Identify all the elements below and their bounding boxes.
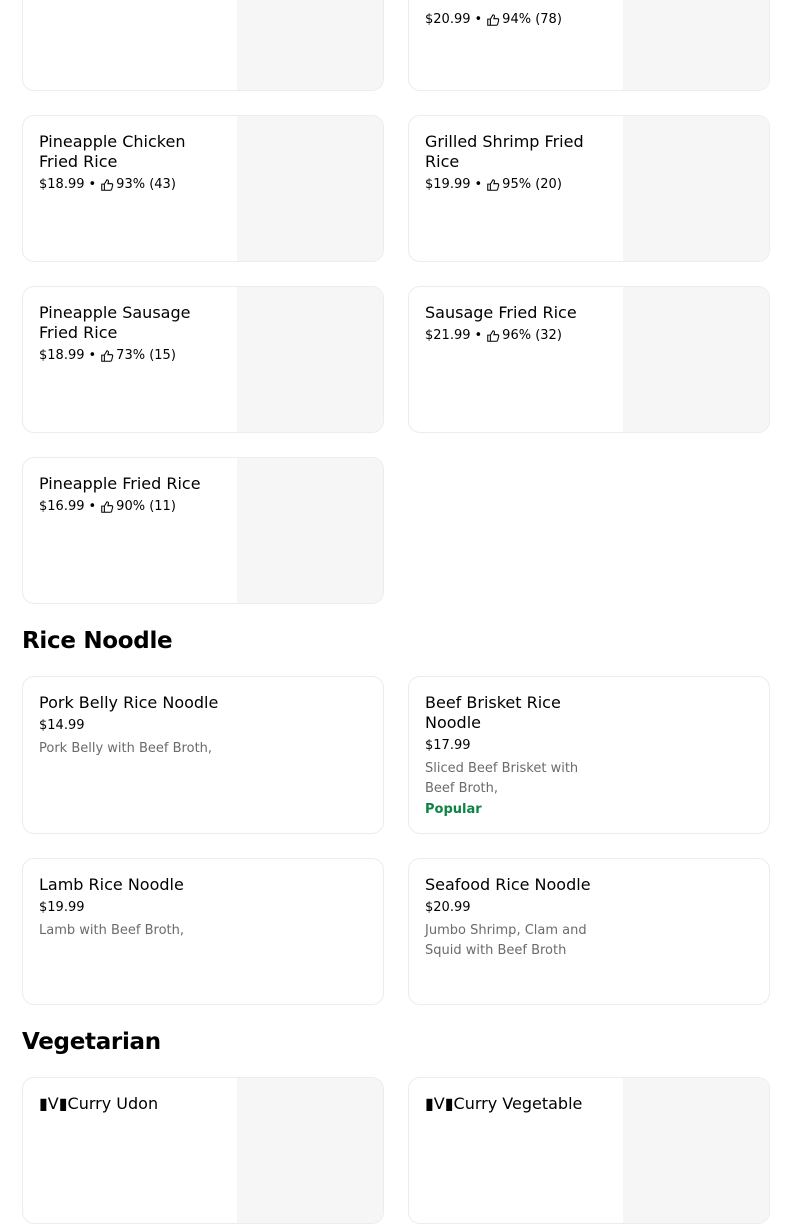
menu-item-price: $16.99 — [39, 499, 85, 514]
menu-item-card[interactable] — [408, 858, 770, 1005]
thumbs-up-icon — [486, 329, 500, 343]
menu-item-price: $17.99 — [425, 738, 471, 753]
menu-item-price: $21.99 — [425, 328, 471, 343]
menu-item-name: Grilled Shrimp Fried Rice — [425, 132, 584, 171]
section-title-vegetarian: Vegetarian — [22, 1029, 161, 1055]
menu-item-image — [623, 116, 769, 261]
thumbs-up-icon — [100, 349, 114, 363]
menu-item-price: $14.99 — [39, 718, 85, 733]
menu-item-image — [237, 458, 383, 603]
menu-item-card[interactable] — [408, 0, 770, 91]
menu-item-description: Lamb with Beef Broth, — [39, 923, 184, 938]
menu-item-image — [237, 287, 383, 432]
menu-item-card[interactable] — [22, 115, 384, 262]
menu-item-meta: $20.99 • 94% (78) — [425, 12, 562, 27]
menu-item-rating: 94% (78) — [502, 12, 562, 27]
menu-item-price: $20.99 — [425, 900, 471, 915]
thumbs-up-icon — [486, 13, 500, 27]
menu-item-name: Pork Belly Rice Noodle — [39, 693, 219, 712]
menu-item-image — [237, 0, 383, 90]
menu-item-card[interactable] — [408, 1077, 770, 1224]
menu-item-name: Pineapple Chicken Fried Rice — [39, 132, 186, 171]
menu-item-meta: $18.99 • 93% (43) — [39, 177, 176, 192]
thumbs-up-icon — [100, 500, 114, 514]
menu-item-card[interactable] — [22, 1077, 384, 1224]
menu-item-image — [237, 116, 383, 261]
menu-item-name: Lamb Rice Noodle — [39, 875, 184, 894]
menu-item-description: Sliced Beef Brisket with Beef Broth, — [425, 761, 579, 796]
menu-item-name: ▮V▮Curry Vegetable — [425, 1094, 583, 1113]
menu-item-name: Beef Brisket Rice Noodle — [425, 693, 561, 732]
menu-item-meta: $18.99 • 73% (15) — [39, 348, 176, 363]
menu-item-meta: $16.99 • 90% (11) — [39, 499, 176, 514]
menu-item-card[interactable] — [408, 286, 770, 433]
menu-item-name: Sausage Fried Rice — [425, 303, 577, 322]
menu-item-rating: 93% (43) — [116, 177, 176, 192]
menu-item-image — [623, 1078, 769, 1223]
thumbs-up-icon — [100, 178, 114, 192]
menu-item-name: Pineapple Fried Rice — [39, 474, 201, 493]
menu-item-price: $19.99 — [39, 900, 85, 915]
section-title-rice-noodle: Rice Noodle — [22, 628, 173, 654]
menu-item-name: Seafood Rice Noodle — [425, 875, 591, 894]
menu-item-meta: $21.99 • 96% (32) — [425, 328, 562, 343]
menu-item-price: $18.99 — [39, 348, 85, 363]
menu-item-image — [623, 287, 769, 432]
menu-item-price: $20.99 — [425, 12, 471, 27]
menu-item-card[interactable] — [22, 286, 384, 433]
menu-item-description: Pork Belly with Beef Broth, — [39, 741, 213, 756]
menu-item-price: $18.99 — [39, 177, 85, 192]
menu-item-image — [237, 1078, 383, 1223]
menu-item-card[interactable] — [408, 115, 770, 262]
menu-item-card[interactable] — [22, 858, 384, 1005]
menu-item-card[interactable] — [22, 0, 384, 91]
menu-item-card[interactable] — [22, 457, 384, 604]
menu-item-rating: 96% (32) — [502, 328, 562, 343]
thumbs-up-icon — [486, 178, 500, 192]
menu-item-card[interactable] — [22, 676, 384, 834]
menu-item-rating: 73% (15) — [116, 348, 176, 363]
menu-item-rating: 90% (11) — [116, 499, 176, 514]
menu-item-name: ▮V▮Curry Udon — [39, 1094, 159, 1113]
popular-badge: Popular — [425, 802, 482, 817]
menu-item-rating: 95% (20) — [502, 177, 562, 192]
menu-item-price: $19.99 — [425, 177, 471, 192]
menu-item-name: Pineapple Sausage Fried Rice — [39, 303, 191, 342]
menu-item-description: Jumbo Shrimp, Clam and Squid with Beef Broth — [425, 923, 587, 958]
menu-item-meta: $19.99 • 95% (20) — [425, 177, 562, 192]
menu-item-image — [623, 0, 769, 90]
menu-item-card[interactable] — [408, 676, 770, 834]
